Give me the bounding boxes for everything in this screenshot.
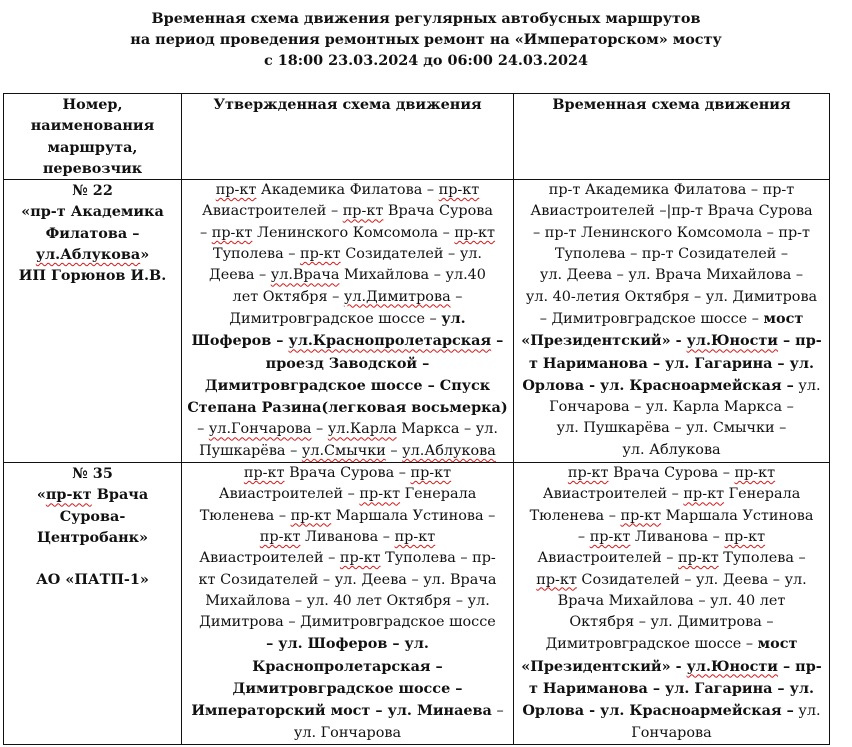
- scheme-line: [184, 633, 511, 655]
- route-segment: Деева – ул.Врача Михайлова – ул.40: [209, 267, 486, 284]
- scheme-line: [516, 287, 827, 308]
- scheme-line: [516, 330, 827, 352]
- route-segment: пр-кт Ливанова – пр-кт: [259, 528, 436, 545]
- scheme-line: [184, 591, 511, 612]
- route-segment: пр-т Академика Филатова – пр-т: [548, 182, 795, 199]
- changed-route-segment: Димитровградское шоссе –: [232, 680, 463, 698]
- route-info-line: Сурова-: [59, 507, 126, 525]
- changed-route-segment: т Нариманова – ул. Гагарина – ул.: [528, 354, 815, 372]
- changed-route-segment: Димитровградское шоссе – Спуск: [204, 376, 491, 394]
- route-segment: – Димитровградское шоссе –: [539, 310, 764, 327]
- route-segment: Авиастроителей – пр-кт Врача Сурова: [201, 203, 493, 220]
- spellcheck-word: ул.Карла: [327, 421, 397, 438]
- route-segment: Гончарова: [631, 724, 712, 741]
- changed-route-segment: Императорский мост – ул. Минаева: [191, 702, 492, 720]
- route-segment: Пушкарёва – ул.Смычки – ул.Аблукова: [199, 442, 496, 459]
- header-route-line: маршрута,: [47, 138, 138, 156]
- scheme-line: [184, 244, 511, 265]
- spellcheck-word: пр-кт: [359, 486, 401, 503]
- spellcheck-word: ул.Краснопролетарская: [288, 332, 492, 350]
- route-segment: ул. 40-летия Октября – ул. Димитрова: [525, 288, 818, 305]
- route-segment: Димитровградское шоссе –: [545, 636, 758, 653]
- approved-scheme-cell: [182, 463, 514, 745]
- spellcheck-word: пр-кт: [724, 528, 766, 545]
- scheme-line: [184, 419, 511, 440]
- route-segment: –: [491, 703, 504, 720]
- changed-route-segment: «Президентский» - ул.Юности – пр-: [521, 657, 822, 675]
- scheme-line: [184, 265, 511, 286]
- header-route: [4, 94, 182, 180]
- spellcheck-word: пр-кт: [683, 486, 725, 503]
- changed-route-segment: мост: [757, 635, 798, 653]
- scheme-line: [184, 612, 511, 633]
- spellcheck-word: пр-кт: [339, 550, 381, 567]
- spellcheck-word: пр-кт: [734, 465, 776, 482]
- scheme-line: [516, 723, 827, 744]
- route-segment: Димитрова – Димитровградское шоссе: [199, 614, 496, 631]
- scheme-line: [184, 484, 511, 505]
- route-segment: Авиастроителей –|пр-т Врача Сурова: [530, 203, 813, 220]
- spellcheck-word: пр-кт: [215, 182, 257, 199]
- spellcheck-word: пр-кт: [290, 507, 332, 524]
- route-segment: лет Октября – ул.Димитрова –: [232, 288, 463, 305]
- route-info-cell: [4, 463, 182, 745]
- route-segment: Туполева – пр-кт Созидателей – ул.: [212, 246, 483, 263]
- route-info-line: № 35: [72, 465, 113, 483]
- spellcheck-word: пр-кт: [410, 465, 452, 482]
- scheme-line: [516, 548, 827, 569]
- scheme-line: [184, 375, 511, 397]
- header-route-line: Номер,: [62, 96, 123, 113]
- route-info-line: Центробанк»: [36, 528, 148, 546]
- route-info-line: ул.Аблукова»: [35, 246, 150, 264]
- approved-scheme-cell: [182, 180, 514, 463]
- route-info-line: «пр-кт Врача: [36, 486, 149, 504]
- route-segment: Тюленева – пр-кт Маршала Устинова –: [199, 507, 496, 524]
- route-segment: ул.: [793, 377, 821, 394]
- scheme-line: [184, 180, 511, 201]
- route-segment: Авиастроителей – пр-кт Туполева – пр-: [199, 550, 496, 567]
- route-segment: ул. Деева – ул. Врача Михайлова –: [539, 267, 804, 284]
- route-segment: Авиастроителей – пр-кт Генерала: [542, 486, 801, 503]
- header-route-line: перевозчик: [42, 159, 143, 177]
- scheme-line: [516, 678, 827, 700]
- table-row: [4, 463, 830, 745]
- scheme-line: [516, 180, 827, 201]
- route-segment: Врача Михайлова – ул. 40 лет: [557, 592, 786, 609]
- scheme-line: [516, 440, 827, 461]
- scheme-line: [516, 223, 827, 244]
- changed-route-segment: Краснопролетарская –: [252, 657, 443, 675]
- route-segment: Михайлова – ул. 40 лет Октября – ул.: [205, 592, 490, 609]
- header-temporary-scheme: [514, 94, 830, 180]
- scheme-line: [184, 463, 511, 484]
- route-segment: пр-кт Академика Филатова – пр-кт: [215, 182, 480, 199]
- spellcheck-word: пр-кт: [620, 507, 662, 524]
- scheme-line: [184, 353, 511, 375]
- spellcheck-word: ул.Аблукова: [35, 246, 141, 264]
- changed-route-segment: Орлова - ул. Красноармейская –: [522, 702, 794, 720]
- scheme-line: [184, 506, 511, 527]
- route-segment: – ул.Гончарова – ул.Карла Маркса – ул.: [197, 421, 498, 438]
- route-segment: ул.: [793, 703, 821, 720]
- scheme-line: [516, 375, 827, 397]
- scheme-line: [184, 201, 511, 222]
- spellcheck-word: пр-кт: [300, 246, 341, 263]
- spellcheck-word: пр-кт: [567, 465, 609, 482]
- scheme-line: [184, 527, 511, 548]
- route-segment: – пр-кт Ленинского Комсомола – пр-кт: [199, 224, 496, 241]
- scheme-line: [184, 441, 511, 462]
- spellcheck-word: пр-кт: [394, 528, 436, 545]
- route-segment: ул. Пушкарёва – ул. Смычки –: [556, 420, 787, 437]
- scheme-line: [516, 591, 827, 612]
- changed-route-segment: ул.: [441, 309, 466, 327]
- temporary-scheme-cell: [514, 463, 830, 745]
- changed-route-segment: мост: [763, 309, 804, 327]
- scheme-line: [516, 633, 827, 655]
- route-segment: пр-кт Созидателей – ул. Деева – ул.: [536, 571, 807, 588]
- spellcheck-word: ул.Врача: [270, 267, 340, 284]
- document-title: [0, 8, 852, 71]
- route-info-line: № 22: [72, 182, 113, 200]
- spellcheck-word: пр-кт: [243, 465, 285, 482]
- route-segment: пр-кт Врача Сурова – пр-кт: [243, 465, 452, 482]
- route-segment: Димитровградское шоссе –: [229, 310, 442, 327]
- changed-route-segment: проезд Заводской –: [265, 354, 430, 372]
- scheme-line: [516, 484, 827, 505]
- scheme-line: [184, 723, 511, 744]
- scheme-line: [184, 308, 511, 330]
- spellcheck-word: пр-кт: [438, 182, 480, 199]
- header-approved-label: Утвержденная схема движения: [213, 96, 482, 113]
- route-segment: Тюленева – пр-кт Маршала Устинова: [529, 507, 814, 524]
- route-info-line: ИП Горюнов И.В.: [18, 267, 167, 285]
- changed-route-segment: Орлова - ул. Красноармейская –: [522, 376, 794, 394]
- scheme-line: [516, 353, 827, 375]
- scheme-line: [184, 330, 511, 352]
- route-segment: пр-кт Врача Сурова – пр-кт: [567, 465, 776, 482]
- route-segment: Туполева – пр-т Созидателей –: [554, 246, 789, 263]
- route-segment: Авиастроителей – пр-кт Генерала: [218, 486, 477, 503]
- changed-route-segment: «Президентский» - ул.Юности – пр-: [521, 332, 822, 350]
- spellcheck-word: пр-кт: [259, 528, 301, 545]
- scheme-line: [184, 678, 511, 700]
- header-approved-scheme: [182, 94, 514, 180]
- spellcheck-word: ул.Гончарова: [208, 421, 312, 438]
- spellcheck-word: пр-кт: [589, 528, 631, 545]
- header-temporary-label: Временная схема движения: [552, 96, 791, 113]
- route-schedule-table: [3, 93, 830, 745]
- scheme-line: [516, 463, 827, 484]
- route-info-cell: [4, 180, 182, 463]
- scheme-line: [516, 656, 827, 678]
- route-segment: ул. Аблукова: [622, 441, 721, 458]
- title-line-1: Временная схема движения регулярных автобусных маршрутов: [151, 10, 701, 27]
- route-info-line: [6, 548, 179, 569]
- scheme-line: [516, 418, 827, 439]
- spellcheck-word: пр-кт: [211, 224, 253, 241]
- scheme-line: [516, 201, 827, 222]
- scheme-line: [516, 570, 827, 591]
- scheme-line: [184, 700, 511, 722]
- spellcheck-word: ул.Аблукова: [402, 442, 496, 459]
- title-line-2: на период проведения ремонтных ремонт на «Императорском» мосту: [130, 31, 722, 48]
- route-info-line: Филатова –: [45, 224, 140, 242]
- spellcheck-word: ул.Юности: [686, 657, 778, 675]
- spellcheck-word: ул.Смычки: [301, 442, 386, 459]
- changed-route-segment: Степана Разина(легковая восьмерка): [187, 399, 508, 417]
- scheme-line: [516, 506, 827, 527]
- table-row: [4, 180, 830, 463]
- scheme-line: [516, 244, 827, 265]
- scheme-line: [516, 612, 827, 633]
- route-segment: Авиастроителей – пр-кт Туполева –: [537, 550, 806, 567]
- spellcheck-word: пр-кт: [454, 224, 496, 241]
- route-segment: кт Созидателей – ул. Деева – ул. Врача: [198, 571, 497, 588]
- changed-route-segment: т Нариманова – ул. Гагарина – ул.: [528, 680, 815, 698]
- scheme-line: [184, 656, 511, 678]
- route-segment: ул. Гончарова: [293, 724, 402, 741]
- spellcheck-word: пр-кт: [45, 486, 92, 504]
- spellcheck-word: пр-кт: [342, 203, 384, 220]
- spellcheck-word: пр-кт: [536, 571, 577, 588]
- scheme-line: [516, 265, 827, 286]
- scheme-line: [184, 223, 511, 244]
- title-line-3: с 18:00 23.03.2024 до 06:00 24.03.2024: [264, 52, 588, 69]
- route-segment: Октября – ул. Димитрова –: [569, 614, 774, 631]
- temporary-scheme-cell: [514, 180, 830, 463]
- route-segment: – пр-кт Ливанова – пр-кт: [577, 528, 766, 545]
- changed-route-segment: Шоферов – ул.Краснопролетарская –: [191, 332, 504, 350]
- scheme-line: [516, 527, 827, 548]
- route-segment: – пр-т Ленинского Комсомола – пр-т: [532, 224, 811, 241]
- scheme-line: [184, 287, 511, 308]
- scheme-line: [184, 570, 511, 591]
- route-info-line: «пр-т Академика: [21, 203, 164, 221]
- spellcheck-word: пр-кт: [678, 550, 719, 567]
- scheme-line: [184, 548, 511, 569]
- spellcheck-word: ул.Димитрова: [343, 288, 451, 305]
- route-info-line: АО «ПАТП-1»: [36, 571, 149, 589]
- route-segment: Гончарова – ул. Карла Маркса –: [549, 399, 794, 416]
- scheme-line: [516, 397, 827, 418]
- header-row: [4, 94, 830, 180]
- spellcheck-word: ул.Юности: [686, 332, 778, 350]
- scheme-line: [184, 397, 511, 419]
- header-route-line: наименования: [30, 117, 155, 135]
- changed-route-segment: – ул. Шоферов – ул.: [266, 635, 429, 653]
- scheme-line: [516, 308, 827, 330]
- scheme-line: [516, 700, 827, 722]
